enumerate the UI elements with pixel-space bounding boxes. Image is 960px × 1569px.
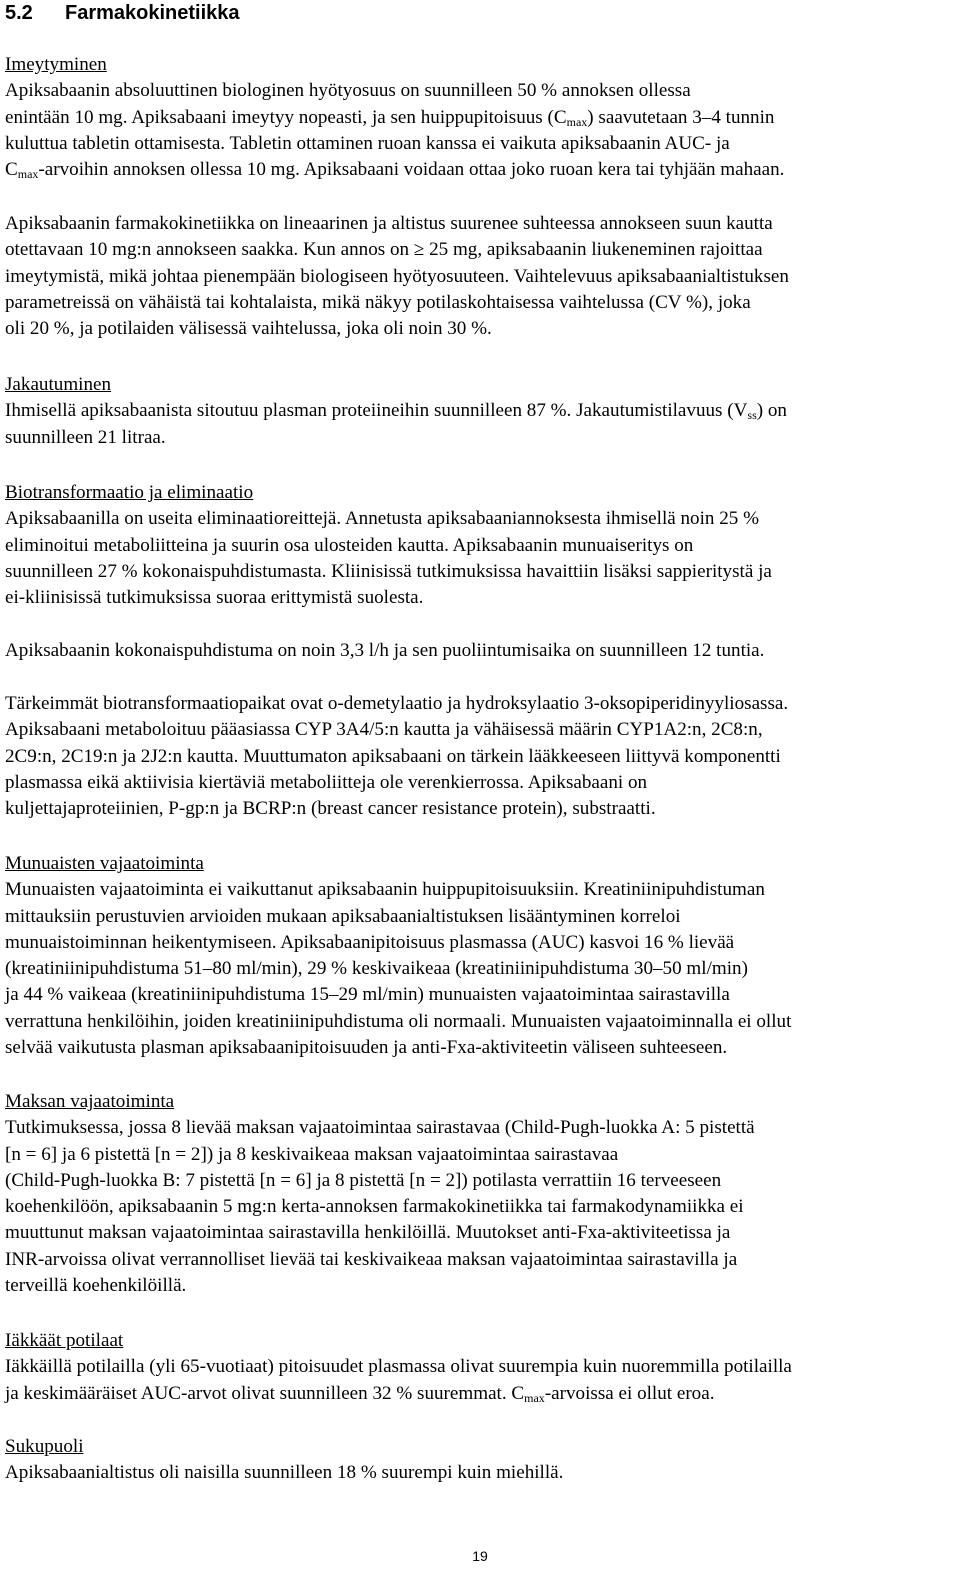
section-heading	[5, 0, 955, 26]
text-block	[5, 52, 955, 183]
text-run: Munuaisten vajaatoiminta ei vaikuttanut apiksabaanin huippupitoisuuksiin. Kreatiniinipuhdistuman	[5, 879, 765, 901]
text-line	[5, 1460, 955, 1486]
text-run: ei-kliinisissä tutkimuksissa suoraa erittymistä suolesta.	[5, 587, 424, 609]
text-line	[5, 425, 955, 451]
subsection-heading: Munuaisten vajaatoiminta	[5, 853, 204, 874]
text-run: koehenkilöön, apiksabaanin 5 mg:n kerta-annoksen farmakokinetiikka tai farmakodynamiikka ei	[5, 1196, 744, 1218]
text-line	[5, 1168, 955, 1194]
text-run: Tärkeimmät biotransformaatiopaikat ovat o-demetylaatio ja hydroksylaatio 3-oksopiperidinyyliosassa.	[5, 693, 789, 714]
text-line	[5, 1035, 955, 1061]
subscript: ss	[747, 408, 757, 423]
text-line	[5, 691, 955, 717]
text-run: suunnilleen 27 % kokonaispuhdistumasta. Kliinisissä tutkimuksissa havaittiin lisäksi sappieritystä ja	[5, 560, 772, 582]
text-run: mittauksiin perustuvien arvioiden mukaan apiksabaanialtistuksen lisääntyminen korreloi	[5, 905, 681, 927]
text-run: (kreatiniinipuhdistuma 51–80 ml/min), 29 % keskivaikeaa (kreatiniinipuhdistuma 30–50 ml/min)	[5, 958, 748, 980]
text-run: Tutkimuksessa, jossa 8 lievää maksan vajaatoimintaa sairastavaa (Child-Pugh-luokka A: 5 pistettä	[5, 1117, 755, 1139]
text-line	[5, 585, 955, 611]
text-run: imeytymistä, mikä johtaa pienempään biologiseen hyötyosuuteen. Vaihtelevuus apiksabaanialtistuksen	[5, 265, 789, 287]
text-run: -arvoihin annoksen ollessa 10 mg. Apiksabaani voidaan ottaa joko ruoan kera tai tyhjään mahaan.	[38, 159, 785, 181]
subsection-heading: Sukupuoli	[5, 1436, 84, 1457]
text-run: eliminoitui metaboliitteina ja suurin osa ulosteiden kautta. Apiksabaanin munuaiseritys on	[5, 534, 694, 556]
text-run: Apiksabaanilla on useita eliminaatioreittejä. Annetusta apiksabaaniannoksesta ihmisellä noin 25 %	[5, 508, 759, 530]
text-line	[5, 904, 955, 930]
text-line	[5, 1115, 955, 1141]
text-run: selvää vaikutusta plasman apiksabaanipitoisuuden ja anti-Fxa-aktiviteetin väliseen suhteeseen.	[5, 1037, 728, 1059]
text-block	[5, 480, 955, 611]
text-line	[5, 211, 955, 237]
text-line	[5, 956, 955, 982]
text-line	[5, 264, 955, 290]
text-run: C	[5, 159, 18, 181]
text-line	[5, 1220, 955, 1246]
text-run: Apiksabaani metaboloituu pääasiassa CYP 3A4/5:n kautta ja vähäisessä määrin CYP1A2:n, 2C8:n,	[5, 719, 763, 741]
document-page	[5, 0, 955, 1484]
text-line	[5, 398, 955, 424]
text-run: (Child-Pugh-luokka B: 7 pistettä [n = 6] ja 8 pistettä [n = 2]) potilasta verrattiin 16 terveeseen	[5, 1169, 722, 1191]
text-run: parametreissä on vähäistä tai kohtalaista, mikä näkyy potilaskohtaisessa vaihtelussa (CV %), joka	[5, 291, 751, 313]
text-block	[5, 1089, 955, 1299]
text-run: verrattuna henkilöihin, joiden kreatiniinipuhdistuma oli normaali. Munuaisten vajaatoiminnalla ei ollut	[5, 1010, 792, 1032]
text-run: oli 20 %, ja potilaiden välisessä vaihtelussa, joka oli noin 30 %.	[5, 318, 492, 340]
text-run: Apiksabaanin farmakokinetiikka on lineaarinen ja altistus suurenee suhteessa annokseen suun kautta	[5, 213, 773, 234]
subsection-heading: Jakautuminen	[5, 374, 112, 395]
text-run: Apiksabaanialtistus oli naisilla suunnilleen 18 % suurempi kuin miehillä.	[5, 1462, 564, 1484]
text-line	[5, 78, 955, 104]
text-run: 2C9:n, 2C19:n ja 2J2:n kautta. Muuttumaton apiksabaani on tärkein lääkkeeseen liittyvä komponentti	[5, 745, 781, 767]
text-run: enintään 10 mg. Apiksabaani imeytyy nopeasti, ja sen huippupitoisuus (C	[5, 106, 567, 128]
text-run: muuttunut maksan vajaatoimintaa sairastavilla henkilöillä. Muutokset anti-Fxa-aktiviteetissa ja	[5, 1222, 731, 1244]
subsection-heading: Iäkkäät potilaat	[5, 1330, 124, 1351]
text-run: [n = 6] ja 6 pistettä [n = 2]) ja 8 keskivaikeaa maksan vajaatoimintaa sairastavaa	[5, 1143, 619, 1165]
subsection-heading: Biotransformaatio ja eliminaatio	[5, 482, 254, 503]
text-line	[5, 982, 955, 1008]
text-run: Ihmisellä apiksabaanista sitoutuu plasman proteiineihin suunnilleen 87 %. Jakautumistilavuus (V	[5, 400, 748, 422]
text-line	[5, 877, 955, 903]
text-run: Apiksabaanin absoluuttinen biologinen hyötyosuus on suunnilleen 50 % annoksen ollessa	[5, 80, 691, 102]
text-line	[5, 796, 955, 822]
text-run: suunnilleen 21 litraa.	[5, 426, 166, 448]
text-line	[5, 559, 955, 585]
page-number: 19	[472, 1548, 488, 1564]
section-title: Farmakokinetiikka	[65, 2, 240, 24]
text-block	[5, 211, 955, 342]
text-line	[5, 1273, 955, 1299]
text-block	[5, 638, 955, 664]
text-run: kuluttua tabletin ottamisesta. Tabletin ottaminen ruoan kanssa ei vaikuta apiksabaanin AUC- ja	[5, 132, 730, 154]
subscript: max	[17, 167, 39, 182]
text-block	[5, 691, 955, 822]
text-line	[5, 638, 955, 664]
text-line	[5, 533, 955, 559]
text-run: INR-arvoissa olivat verrannolliset lievää tai keskivaikeaa maksan vajaatoimintaa sairastavilla ja	[5, 1248, 738, 1270]
text-run: ja 44 % vaikeaa (kreatiniinipuhdistuma 15–29 ml/min) munuaisten vajaatoimintaa sairastavilla	[5, 984, 730, 1006]
text-run: Apiksabaanin kokonaispuhdistuma on noin 3,3 l/h ja sen puoliintumisaika on suunnilleen 12 tuntia.	[5, 640, 765, 661]
text-run: kuljettajaproteiinien, P-gp:n ja BCRP:n (breast cancer resistance protein), substraatti.	[5, 798, 656, 820]
text-block	[5, 1434, 955, 1487]
text-run: ) saavutetaan 3–4 tunnin	[587, 106, 775, 128]
text-line	[5, 316, 955, 342]
text-run: plasmassa eikä aktiivisia kiertäviä metaboliitteja ole verenkierrossa. Apiksabaani on	[5, 771, 648, 793]
text-block	[5, 851, 955, 1061]
text-line	[5, 131, 955, 157]
text-run: otettavaan 10 mg:n annokseen saakka. Kun annos on ≥ 25 mg, apiksabaanin liukeneminen rajoittaa	[5, 239, 763, 261]
text-run: Iäkkäillä potilailla (yli 65-vuotiaat) pitoisuudet plasmassa olivat suurempia kuin nuoremmilla potilailla	[5, 1356, 792, 1378]
text-run: -arvoissa ei ollut eroa.	[544, 1382, 715, 1404]
section-number: 5.2	[5, 2, 33, 24]
subscript: max	[566, 114, 588, 129]
text-line	[5, 770, 955, 796]
subsection-heading: Imeytyminen	[5, 54, 107, 75]
text-line	[5, 1247, 955, 1273]
text-line	[5, 237, 955, 263]
text-line	[5, 1009, 955, 1035]
text-line	[5, 157, 955, 183]
text-line	[5, 930, 955, 956]
text-line	[5, 1381, 955, 1407]
text-run: ja keskimääräiset AUC-arvot olivat suunnilleen 32 % suuremmat. C	[5, 1382, 525, 1404]
text-run: ) on	[756, 400, 787, 422]
text-line	[5, 717, 955, 743]
text-block	[5, 1328, 955, 1407]
text-block	[5, 372, 955, 451]
text-run: munuaistoiminnan heikentymiseen. Apiksabaanipitoisuus plasmassa (AUC) kasvoi 16 % lievää	[5, 931, 735, 953]
subsection-heading: Maksan vajaatoiminta	[5, 1091, 175, 1112]
text-line	[5, 1142, 955, 1168]
text-line	[5, 744, 955, 770]
text-line	[5, 290, 955, 316]
text-line	[5, 105, 955, 131]
text-run: terveillä koehenkilöillä.	[5, 1275, 187, 1297]
text-line	[5, 1194, 955, 1220]
text-line	[5, 1354, 955, 1380]
subscript: max	[524, 1390, 545, 1405]
text-line	[5, 506, 955, 532]
